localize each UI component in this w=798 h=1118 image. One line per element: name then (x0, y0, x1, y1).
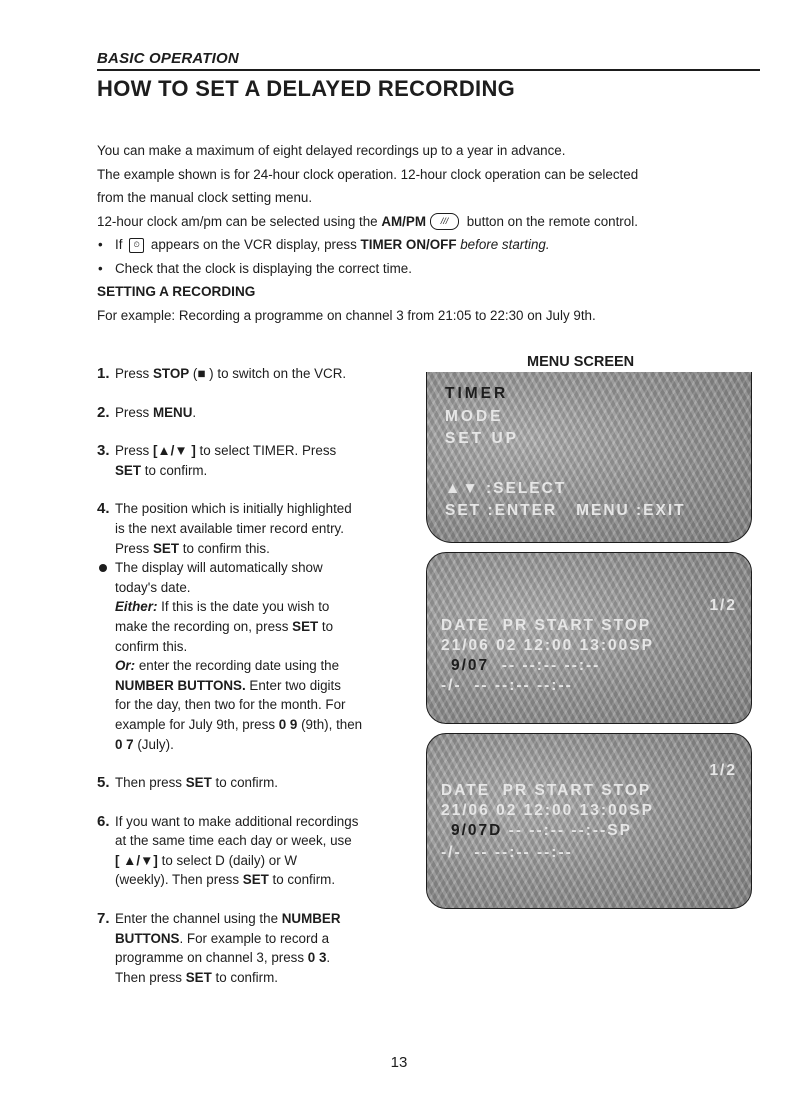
timer-screen-date (426, 552, 752, 724)
section-label: BASIC OPERATION (97, 50, 239, 67)
menu-screen-main (426, 372, 752, 543)
or-option-cont: 0 7 (July). (115, 736, 174, 752)
intro-line: The example shown is for 24-hour clock operation. 12-hour clock operation can be selected (97, 166, 639, 182)
step-4-cont: is the next available timer record entry. (115, 520, 344, 536)
step-6-cont: [ ▲/▼] to select D (daily) or W (115, 852, 298, 868)
step-2: 2. Press MENU. (97, 403, 197, 421)
page-number: 13 (390, 1054, 408, 1071)
either-option: Either: If this is the date you wish to (115, 599, 330, 615)
or-option-cont: for the day, then two for the month. For (115, 697, 346, 713)
bullet-item: • If ⏲ appears on the VCR display, press TIMER ON/OFF before starting. (97, 233, 762, 257)
menu-item-mode: MODE (445, 408, 504, 425)
or-option: Or: enter the recording date using the (115, 658, 340, 674)
sub-heading: SETTING A RECORDING (97, 284, 256, 299)
or-option-cont: NUMBER BUTTONS. Enter two digits (115, 677, 341, 693)
intro-text (97, 139, 762, 327)
stop-icon: ■ (197, 366, 206, 381)
step-4-cont: Press SET to confirm this. (115, 540, 270, 556)
step-6-cont: (weekly). Then press SET to confirm. (115, 872, 336, 888)
intro-line: from the manual clock setting menu. (97, 190, 313, 205)
timer-row-active: 9/07 -- --:-- --:-- (451, 657, 601, 674)
page-indicator: 1/2 (709, 762, 737, 779)
timer-row: 21/06 02 12:00 13:00SP (441, 637, 654, 654)
step-3-cont: SET to confirm. (115, 462, 208, 478)
menu-hint-enter-exit: SET :ENTER MENU :EXIT (445, 502, 686, 519)
step-1: 1. Press STOP (■ ) to switch on the VCR. (97, 365, 347, 382)
menu-screen-label: MENU SCREEN (527, 354, 635, 370)
example-line: For example: Recording a programme on channel 3 from 21:05 to 22:30 on July 9th. (97, 307, 596, 323)
step-7-cont: programme on channel 3, press 0 3. (115, 950, 331, 966)
timer-table-header: DATE PR START STOP (441, 617, 652, 634)
step-6-cont: at the same time each day or week, use (115, 833, 352, 849)
menu-item-timer: TIMER (445, 385, 509, 402)
or-option-cont: example for July 9th, press 0 9 (9th), then (115, 716, 363, 732)
either-option-cont: make the recording on, press SET to (115, 618, 334, 634)
page-indicator: 1/2 (709, 597, 737, 614)
menu-hint-select: ▲▼ :SELECT (445, 480, 567, 497)
page-title: HOW TO SET A DELAYED RECORDING (97, 76, 516, 101)
step-4-note: The display will automatically show (97, 558, 422, 578)
step-4: 4. The position which is initially highlighted (97, 500, 352, 518)
step-4-note-cont: today's date. (115, 579, 191, 595)
timer-row: -/- -- --:-- --:-- (441, 844, 573, 861)
steps-list (97, 357, 422, 987)
header-rule (97, 69, 760, 71)
timer-display-icon: ⏲ (129, 238, 144, 253)
step-6: 6. If you want to make additional recordings (97, 812, 359, 830)
timer-screen-daily (426, 733, 752, 909)
menu-item-setup: SET UP (445, 430, 519, 447)
step-5: 5. Then press SET to confirm. (97, 774, 278, 792)
step-7-cont: BUTTONS. For example to record a (115, 930, 330, 946)
timer-table-header: DATE PR START STOP (441, 782, 652, 799)
step-7: 7. Enter the channel using the NUMBER (97, 910, 341, 928)
step-7-cont: Then press SET to confirm. (115, 969, 278, 985)
bullet-item: • Check that the clock is displaying the correct time. (97, 257, 762, 281)
intro-line: You can make a maximum of eight delayed recordings up to a year in advance. (97, 143, 566, 158)
am-pm-button-icon: /// (430, 213, 459, 230)
step-3: 3. Press [▲/▼ ] to select TIMER. Press (97, 442, 337, 460)
timer-row-active: 9/07D -- --:-- --:--SP (451, 822, 632, 839)
timer-row: 21/06 02 12:00 13:00SP (441, 802, 654, 819)
timer-row: -/- -- --:-- --:-- (441, 677, 573, 694)
intro-line: 12-hour clock am/pm can be selected using the AM/PM /// button on the remote control. (97, 213, 638, 229)
either-option-cont: confirm this. (115, 638, 188, 654)
